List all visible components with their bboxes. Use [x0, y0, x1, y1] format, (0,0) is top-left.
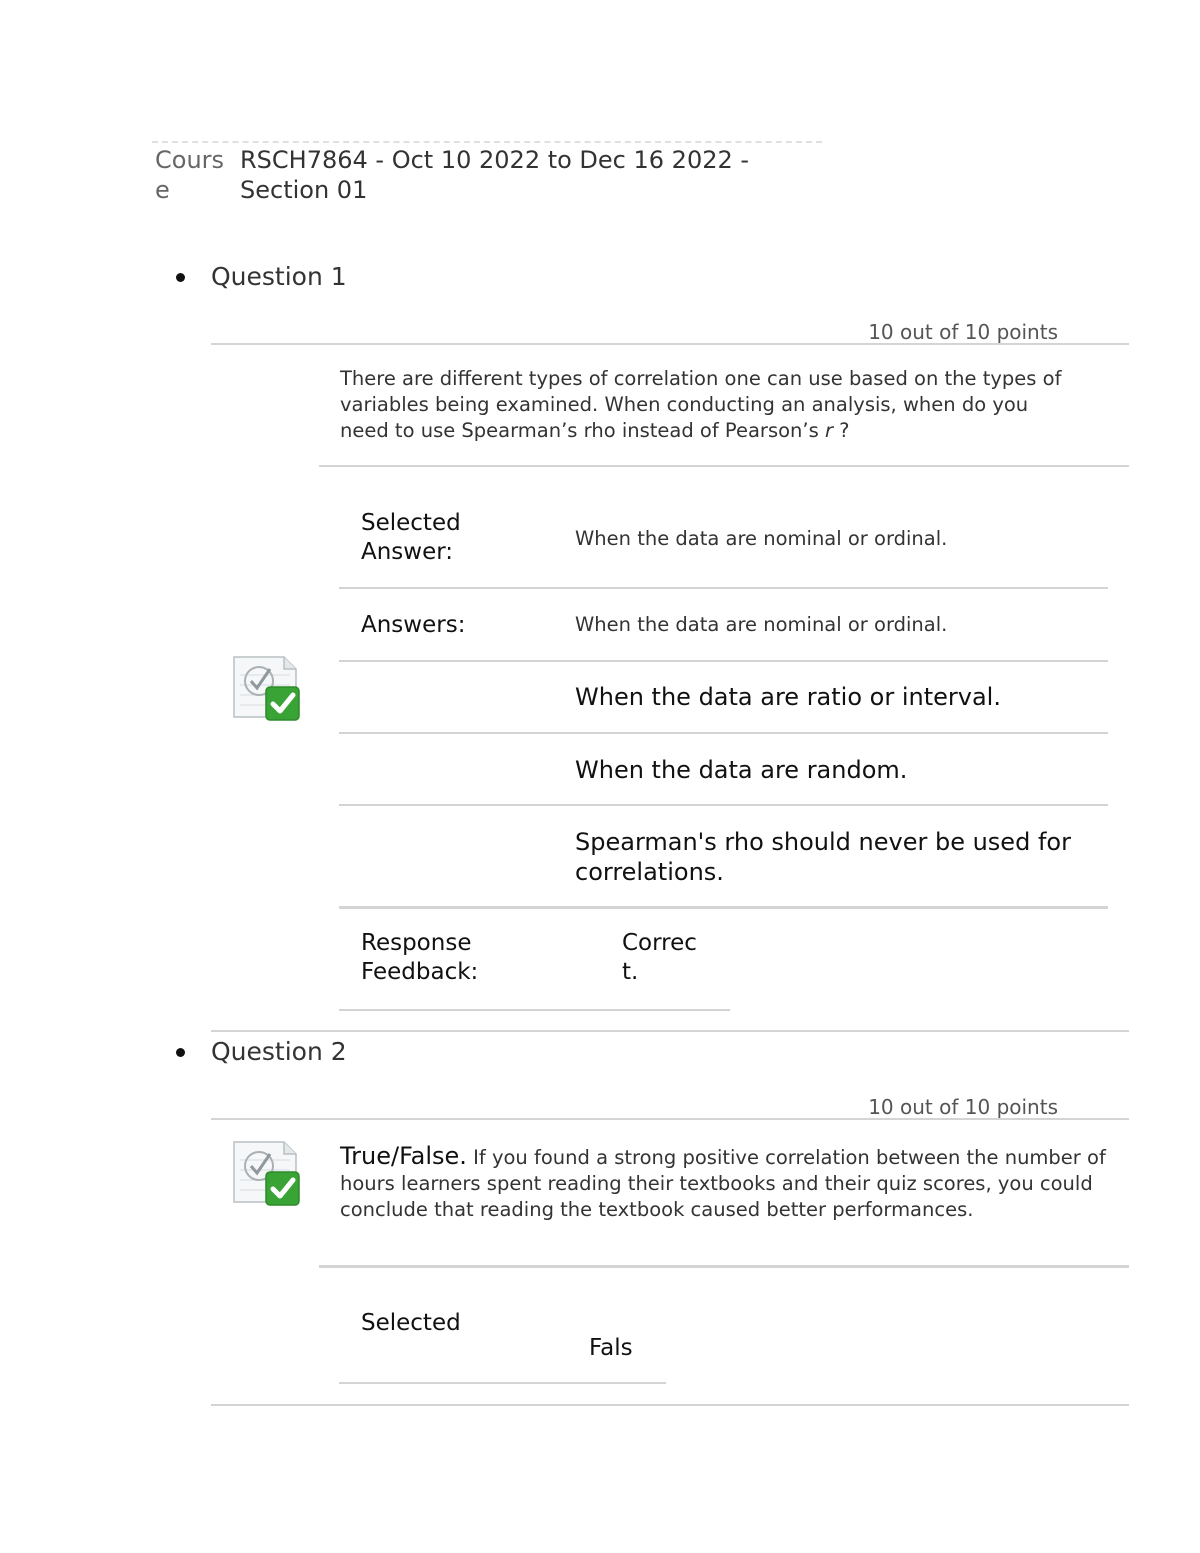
- response-feedback-label: Response Feedback:: [361, 930, 479, 985]
- correct-answer-icon: [232, 655, 302, 725]
- answer-divider-2: [339, 732, 1108, 734]
- question-2-selected-divider: [339, 1382, 666, 1384]
- question-1-text-divider: [319, 465, 1129, 467]
- question-1-text-end: ?: [832, 419, 850, 442]
- question-2-selected-value: Fals: [589, 1335, 633, 1361]
- answer-divider-3: [339, 804, 1108, 806]
- correct-answer-icon-svg: [232, 655, 302, 725]
- question-2-text-divider: [319, 1265, 1129, 1268]
- course-label: Course: [155, 146, 225, 204]
- question-2-title: Question 2: [211, 1037, 347, 1066]
- question-2-text-main: If you found a strong positive correlation between the number of hours learners spent reading their textbooks and their quiz scores, you could conclude that reading the textbook caused better performances.: [340, 1146, 1106, 1221]
- answer-divider-1: [339, 660, 1108, 662]
- answer-option-1: When the data are nominal or ordinal.: [575, 613, 948, 636]
- question-1-end-divider: [211, 1030, 1129, 1032]
- answer-option-3: When the data are random.: [575, 756, 908, 784]
- question-1-text-italic: r: [824, 419, 833, 442]
- question-1-text: [340, 366, 1070, 444]
- feedback-divider: [339, 1009, 730, 1011]
- selected-answer-value: When the data are nominal or ordinal.: [575, 527, 948, 550]
- question-1-title: Question 1: [211, 262, 347, 291]
- answer-option-2: When the data are ratio or interval.: [575, 683, 1001, 711]
- question-2-text: [340, 1143, 1115, 1223]
- question-1-points: 10 out of 10 points: [868, 320, 1058, 344]
- question-1-text-main: There are different types of correlation one can use based on the types of variables being examined. When conducting an analysis, when do you need to use Spearman’s rho instead of Pearson’s: [340, 367, 1062, 442]
- answer-option-4: Spearman's rho should never be used for correlations.: [575, 828, 1071, 886]
- question-2-text-lead: True/False.: [340, 1142, 467, 1170]
- answer-divider-4: [339, 906, 1108, 909]
- question-1-bullet: [176, 273, 185, 282]
- selected-answer-divider: [339, 587, 1108, 589]
- question-2-selected-label: Selected: [361, 1310, 461, 1336]
- answers-label: Answers:: [361, 612, 466, 638]
- correct-answer-icon: [232, 1140, 302, 1210]
- response-feedback-value: Correct.: [622, 930, 697, 985]
- course-title: RSCH7864 - Oct 10 2022 to Dec 16 2022 - Section 01: [240, 146, 750, 204]
- question-2-bullet: [176, 1048, 185, 1057]
- question-2-end-divider: [211, 1404, 1129, 1406]
- top-divider: [152, 141, 822, 143]
- question-2-points: 10 out of 10 points: [868, 1095, 1058, 1119]
- question-2-header-divider: [211, 1118, 1129, 1120]
- selected-answer-label: Selected Answer:: [361, 510, 461, 565]
- correct-answer-icon-svg: [232, 1140, 302, 1210]
- question-1-header-divider: [211, 343, 1129, 345]
